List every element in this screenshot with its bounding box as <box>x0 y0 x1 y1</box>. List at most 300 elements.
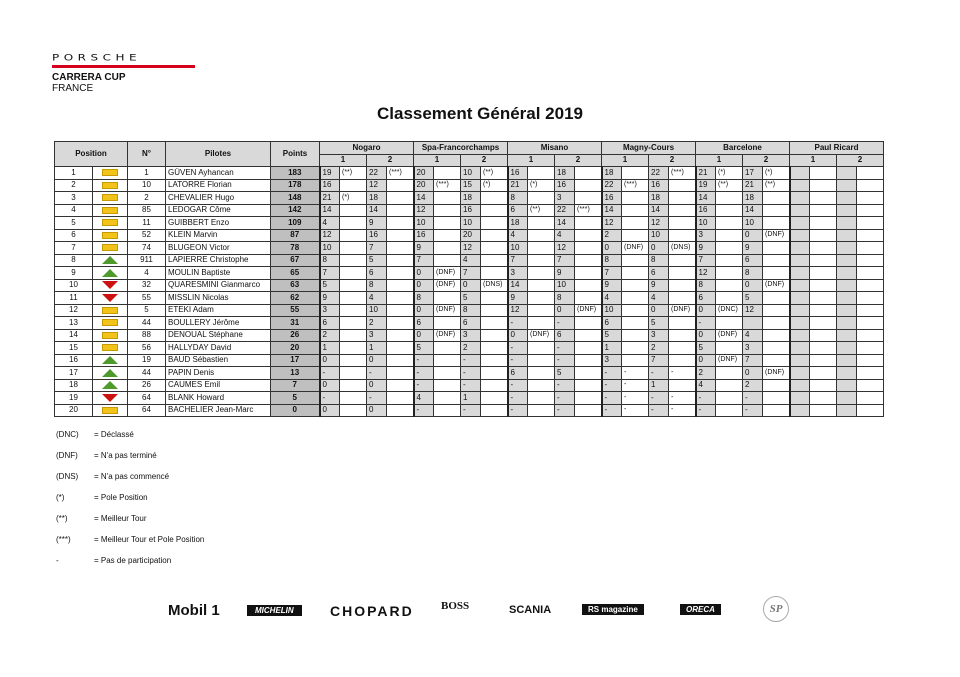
table-row <box>55 279 884 292</box>
race-note-cell <box>528 317 555 330</box>
position-cell: 4 <box>55 204 93 217</box>
race-points-cell: 7 <box>649 354 669 367</box>
race-note-cell <box>763 317 790 330</box>
race-note-cell: (DNC) <box>716 304 743 317</box>
legend-key: (***) <box>56 535 71 544</box>
race-header: 1 <box>790 154 837 167</box>
race-header: 1 <box>414 154 461 167</box>
number-cell: 74 <box>128 242 166 255</box>
race-points-cell: 1 <box>649 379 669 392</box>
race-note-cell: (DNF) <box>434 279 461 292</box>
position-cell: 15 <box>55 342 93 355</box>
table-row <box>55 392 884 405</box>
race-points-cell: 1 <box>602 342 622 355</box>
race-note-cell <box>340 392 367 405</box>
race-points-cell <box>837 354 857 367</box>
race-points-cell: 16 <box>320 179 340 192</box>
race-note-cell <box>669 292 696 305</box>
table-row <box>55 379 884 392</box>
race-points-cell: 9 <box>414 242 434 255</box>
race-points-cell: 0 <box>743 279 763 292</box>
trend-equal-icon <box>102 319 118 326</box>
porsche-carrera-cup-logo <box>52 52 197 94</box>
points-cell: 31 <box>271 317 320 330</box>
position-cell: 19 <box>55 392 93 405</box>
race-points-cell: 7 <box>743 354 763 367</box>
race-points-cell <box>790 379 810 392</box>
race-note-cell <box>716 229 743 242</box>
position-cell: 7 <box>55 242 93 255</box>
race-points-cell <box>837 292 857 305</box>
trend-equal-icon <box>102 307 118 314</box>
race-note-cell <box>810 279 837 292</box>
race-points-cell: 12 <box>649 217 669 230</box>
race-points-cell: 3 <box>367 329 387 342</box>
race-points-cell <box>790 279 810 292</box>
race-points-cell: 12 <box>555 242 575 255</box>
race-points-cell <box>837 367 857 380</box>
race-points-cell <box>837 392 857 405</box>
trend-equal-icon <box>102 207 118 214</box>
race-points-cell: 14 <box>508 279 528 292</box>
race-note-cell <box>763 242 790 255</box>
race-note-cell <box>763 254 790 267</box>
race-note-cell <box>481 317 508 330</box>
legend-description: = Meilleur Tour et Pole Position <box>94 535 205 544</box>
race-note-cell <box>387 192 414 205</box>
trend-cell <box>93 229 128 242</box>
race-note-cell <box>481 329 508 342</box>
race-points-cell: 0 <box>649 304 669 317</box>
race-points-cell: 0 <box>743 229 763 242</box>
trend-equal-icon <box>102 169 118 176</box>
race-note-cell <box>716 367 743 380</box>
points-cell: 5 <box>271 392 320 405</box>
race-note-cell <box>669 267 696 280</box>
race-points-cell <box>790 267 810 280</box>
event-header: Spa-Francorchamps <box>414 142 508 155</box>
race-points-cell: 3 <box>555 192 575 205</box>
race-note-cell <box>857 254 884 267</box>
race-points-cell: 18 <box>508 217 528 230</box>
race-note-cell <box>857 379 884 392</box>
race-note-cell <box>669 192 696 205</box>
race-note-cell <box>716 242 743 255</box>
race-points-cell: 14 <box>696 192 716 205</box>
driver-name: KLEIN Marvin <box>166 229 271 242</box>
race-note-cell <box>434 229 461 242</box>
race-points-cell: 16 <box>461 204 481 217</box>
race-note-cell <box>481 354 508 367</box>
race-note-cell <box>340 229 367 242</box>
legend-key: (DNF) <box>56 451 78 460</box>
race-points-cell: 7 <box>555 254 575 267</box>
race-points-cell <box>790 329 810 342</box>
driver-name: LATORRE Florian <box>166 179 271 192</box>
race-note-cell <box>716 317 743 330</box>
race-note-cell <box>669 254 696 267</box>
race-points-cell: - <box>461 367 481 380</box>
race-points-cell <box>837 379 857 392</box>
race-points-cell <box>790 342 810 355</box>
race-note-cell <box>857 354 884 367</box>
race-note-cell <box>340 354 367 367</box>
race-header: 2 <box>837 154 884 167</box>
race-note-cell <box>810 379 837 392</box>
points-cell: 78 <box>271 242 320 255</box>
race-note-cell <box>716 342 743 355</box>
race-note-cell <box>434 292 461 305</box>
race-note-cell <box>669 329 696 342</box>
trend-equal-icon <box>102 332 118 339</box>
race-points-cell: 9 <box>743 242 763 255</box>
race-note-cell <box>481 254 508 267</box>
race-points-cell: 7 <box>320 267 340 280</box>
race-points-cell: - <box>555 379 575 392</box>
table-row <box>55 354 884 367</box>
trend-up-icon <box>102 381 118 389</box>
race-points-cell: 18 <box>743 192 763 205</box>
table-row <box>55 204 884 217</box>
race-note-cell <box>340 304 367 317</box>
race-note-cell: - <box>622 379 649 392</box>
race-note-cell <box>857 317 884 330</box>
race-header: 2 <box>461 154 508 167</box>
race-note-cell <box>622 229 649 242</box>
driver-name: PAPIN Denis <box>166 367 271 380</box>
race-note-cell <box>481 342 508 355</box>
position-cell: 17 <box>55 367 93 380</box>
sponsor-mobil1-logo: Mobil 1 <box>168 602 220 619</box>
race-note-cell: (***) <box>622 179 649 192</box>
legend-item <box>56 451 204 472</box>
race-note-cell <box>340 292 367 305</box>
race-note-cell <box>434 367 461 380</box>
race-points-cell <box>790 179 810 192</box>
table-row <box>55 242 884 255</box>
trend-down-icon <box>102 281 118 289</box>
race-points-cell: 0 <box>414 279 434 292</box>
race-points-cell: - <box>602 379 622 392</box>
race-note-cell <box>857 179 884 192</box>
driver-name: BLUGEON Victor <box>166 242 271 255</box>
race-note-cell <box>340 329 367 342</box>
trend-equal-icon <box>102 182 118 189</box>
trend-cell <box>93 179 128 192</box>
race-points-cell: 20 <box>461 229 481 242</box>
race-note-cell <box>716 217 743 230</box>
race-note-cell <box>387 392 414 405</box>
race-note-cell <box>575 192 602 205</box>
race-points-cell: 0 <box>320 404 340 417</box>
race-note-cell <box>857 404 884 417</box>
points-cell: 67 <box>271 254 320 267</box>
race-note-cell <box>716 254 743 267</box>
table-row <box>55 317 884 330</box>
race-points-cell: 18 <box>649 192 669 205</box>
table-row <box>55 167 884 180</box>
race-points-cell: 4 <box>649 292 669 305</box>
race-note-cell <box>434 379 461 392</box>
race-points-cell <box>790 317 810 330</box>
number-cell: 88 <box>128 329 166 342</box>
race-points-cell: - <box>414 404 434 417</box>
legend-item <box>56 514 204 535</box>
points-cell: 183 <box>271 167 320 180</box>
race-points-cell: 8 <box>461 304 481 317</box>
race-note-cell: (***) <box>434 179 461 192</box>
number-cell: 5 <box>128 304 166 317</box>
race-points-cell: 5 <box>461 292 481 305</box>
position-cell: 14 <box>55 329 93 342</box>
race-note-cell <box>857 217 884 230</box>
position-cell: 2 <box>55 179 93 192</box>
race-note-cell <box>434 217 461 230</box>
race-points-cell: 5 <box>320 279 340 292</box>
race-note-cell <box>575 354 602 367</box>
race-points-cell: 5 <box>367 254 387 267</box>
race-note-cell <box>622 267 649 280</box>
race-note-cell <box>387 342 414 355</box>
race-note-cell: (**) <box>340 167 367 180</box>
table-row <box>55 292 884 305</box>
race-note-cell: (**) <box>528 204 555 217</box>
race-note-cell <box>575 404 602 417</box>
driver-name: ETEKI Adam <box>166 304 271 317</box>
number-cell: 44 <box>128 317 166 330</box>
race-note-cell: (*) <box>763 167 790 180</box>
race-points-cell: - <box>320 392 340 405</box>
sponsor-chopard-logo: CHOPARD <box>330 603 414 619</box>
race-note-cell <box>575 317 602 330</box>
race-note-cell <box>622 292 649 305</box>
event-header: Misano <box>508 142 602 155</box>
race-note-cell <box>434 354 461 367</box>
race-points-cell: 2 <box>649 342 669 355</box>
driver-name: QUARESMINI Gianmarco <box>166 279 271 292</box>
race-points-cell: 8 <box>414 292 434 305</box>
race-note-cell: - <box>622 404 649 417</box>
race-note-cell <box>528 342 555 355</box>
race-points-cell: 8 <box>508 192 528 205</box>
race-note-cell <box>528 267 555 280</box>
brand-wordmark: PORSCHE <box>52 52 142 63</box>
race-points-cell: - <box>743 392 763 405</box>
race-note-cell <box>622 279 649 292</box>
race-points-cell: 0 <box>649 242 669 255</box>
legend-key: (DNC) <box>56 430 79 439</box>
race-note-cell: (DNS) <box>481 279 508 292</box>
race-note-cell <box>387 217 414 230</box>
driver-name: BAUD Sébastien <box>166 354 271 367</box>
race-points-cell: 0 <box>508 329 528 342</box>
race-note-cell: (DNF) <box>528 329 555 342</box>
race-points-cell: - <box>508 392 528 405</box>
race-points-cell: 6 <box>367 267 387 280</box>
race-points-cell <box>837 329 857 342</box>
series-name: CARRERA CUP <box>52 72 126 83</box>
race-note-cell: (***) <box>575 204 602 217</box>
race-note-cell <box>622 204 649 217</box>
trend-down-icon <box>102 394 118 402</box>
points-cell: 62 <box>271 292 320 305</box>
table-row <box>55 329 884 342</box>
race-points-cell: 16 <box>602 192 622 205</box>
race-note-cell <box>434 192 461 205</box>
race-note-cell <box>528 392 555 405</box>
race-note-cell <box>857 329 884 342</box>
race-note-cell <box>669 317 696 330</box>
table-row <box>55 342 884 355</box>
position-cell: 16 <box>55 354 93 367</box>
legend-description: = N'a pas terminé <box>94 451 157 460</box>
race-points-cell: - <box>696 317 716 330</box>
race-points-cell: 10 <box>602 304 622 317</box>
race-note-cell: (DNF) <box>763 367 790 380</box>
race-points-cell: 10 <box>555 279 575 292</box>
header-points: Points <box>271 142 320 167</box>
race-points-cell: 8 <box>696 279 716 292</box>
sponsor-michelin-logo: MICHELIN <box>247 605 302 616</box>
race-note-cell: (DNS) <box>669 242 696 255</box>
position-cell: 20 <box>55 404 93 417</box>
race-points-cell <box>790 204 810 217</box>
race-note-cell <box>387 367 414 380</box>
position-cell: 11 <box>55 292 93 305</box>
trend-equal-icon <box>102 219 118 226</box>
race-points-cell: 2 <box>461 342 481 355</box>
race-note-cell: (DNF) <box>434 304 461 317</box>
race-note-cell <box>669 204 696 217</box>
race-points-cell: 14 <box>414 192 434 205</box>
race-points-cell: 3 <box>320 304 340 317</box>
race-points-cell: - <box>555 392 575 405</box>
race-points-cell: - <box>461 404 481 417</box>
race-points-cell: 16 <box>649 179 669 192</box>
race-points-cell: 3 <box>461 329 481 342</box>
race-points-cell: 8 <box>555 292 575 305</box>
points-cell: 87 <box>271 229 320 242</box>
race-points-cell <box>837 254 857 267</box>
position-cell: 13 <box>55 317 93 330</box>
race-note-cell <box>622 192 649 205</box>
race-note-cell <box>340 379 367 392</box>
race-note-cell: (**) <box>716 179 743 192</box>
legend-description: = Meilleur Tour <box>94 514 147 523</box>
race-note-cell <box>763 342 790 355</box>
race-note-cell <box>575 292 602 305</box>
race-points-cell: - <box>367 392 387 405</box>
table-row <box>55 404 884 417</box>
race-points-cell: 14 <box>743 204 763 217</box>
position-cell: 8 <box>55 254 93 267</box>
race-note-cell <box>810 392 837 405</box>
legend-item <box>56 535 204 556</box>
race-points-cell: 6 <box>649 267 669 280</box>
sponsor-rs-magazine-logo: RS magazine <box>582 604 644 615</box>
race-points-cell: 14 <box>367 204 387 217</box>
race-points-cell: 0 <box>696 329 716 342</box>
number-cell: 64 <box>128 404 166 417</box>
race-points-cell: 5 <box>743 292 763 305</box>
header-position: Position <box>55 142 128 167</box>
trend-cell <box>93 204 128 217</box>
position-cell: 6 <box>55 229 93 242</box>
race-note-cell <box>669 342 696 355</box>
position-cell: 5 <box>55 217 93 230</box>
number-cell: 2 <box>128 192 166 205</box>
race-header: 2 <box>367 154 414 167</box>
trend-cell <box>93 279 128 292</box>
race-points-cell: 10 <box>414 217 434 230</box>
race-points-cell: 6 <box>555 329 575 342</box>
race-note-cell <box>481 304 508 317</box>
race-points-cell: 9 <box>555 267 575 280</box>
trend-cell <box>93 329 128 342</box>
trend-cell <box>93 342 128 355</box>
race-note-cell: (*) <box>716 167 743 180</box>
race-points-cell: 7 <box>367 242 387 255</box>
race-points-cell <box>837 279 857 292</box>
race-points-cell: 8 <box>320 254 340 267</box>
race-points-cell: 19 <box>696 179 716 192</box>
race-points-cell: 2 <box>320 329 340 342</box>
race-note-cell <box>481 242 508 255</box>
race-points-cell: - <box>602 392 622 405</box>
race-note-cell <box>434 317 461 330</box>
race-note-cell <box>810 192 837 205</box>
table-row <box>55 192 884 205</box>
race-note-cell <box>857 229 884 242</box>
race-points-cell: 0 <box>696 304 716 317</box>
race-note-cell: (DNF) <box>575 304 602 317</box>
header-number: N° <box>128 142 166 167</box>
race-note-cell <box>857 279 884 292</box>
trend-cell <box>93 267 128 280</box>
race-note-cell <box>340 204 367 217</box>
race-points-cell: 7 <box>696 254 716 267</box>
race-points-cell <box>790 304 810 317</box>
race-note-cell <box>575 367 602 380</box>
driver-name: DENOUAL Stéphane <box>166 329 271 342</box>
race-points-cell: 10 <box>461 217 481 230</box>
race-note-cell <box>857 342 884 355</box>
race-note-cell <box>810 292 837 305</box>
race-note-cell: (**) <box>481 167 508 180</box>
race-points-cell: 18 <box>555 167 575 180</box>
race-note-cell <box>434 204 461 217</box>
race-points-cell: 16 <box>555 179 575 192</box>
race-note-cell <box>716 267 743 280</box>
number-cell: 52 <box>128 229 166 242</box>
race-note-cell <box>481 204 508 217</box>
race-note-cell <box>716 192 743 205</box>
race-points-cell: - <box>508 404 528 417</box>
race-points-cell: 12 <box>743 304 763 317</box>
race-points-cell: 12 <box>461 242 481 255</box>
race-points-cell <box>790 392 810 405</box>
race-note-cell <box>716 204 743 217</box>
number-cell: 4 <box>128 267 166 280</box>
race-points-cell: 9 <box>602 279 622 292</box>
race-points-cell: 0 <box>555 304 575 317</box>
race-note-cell <box>669 379 696 392</box>
race-points-cell: 16 <box>414 229 434 242</box>
race-note-cell <box>340 279 367 292</box>
race-points-cell <box>790 354 810 367</box>
event-header: Paul Ricard <box>790 142 884 155</box>
race-points-cell: 21 <box>508 179 528 192</box>
